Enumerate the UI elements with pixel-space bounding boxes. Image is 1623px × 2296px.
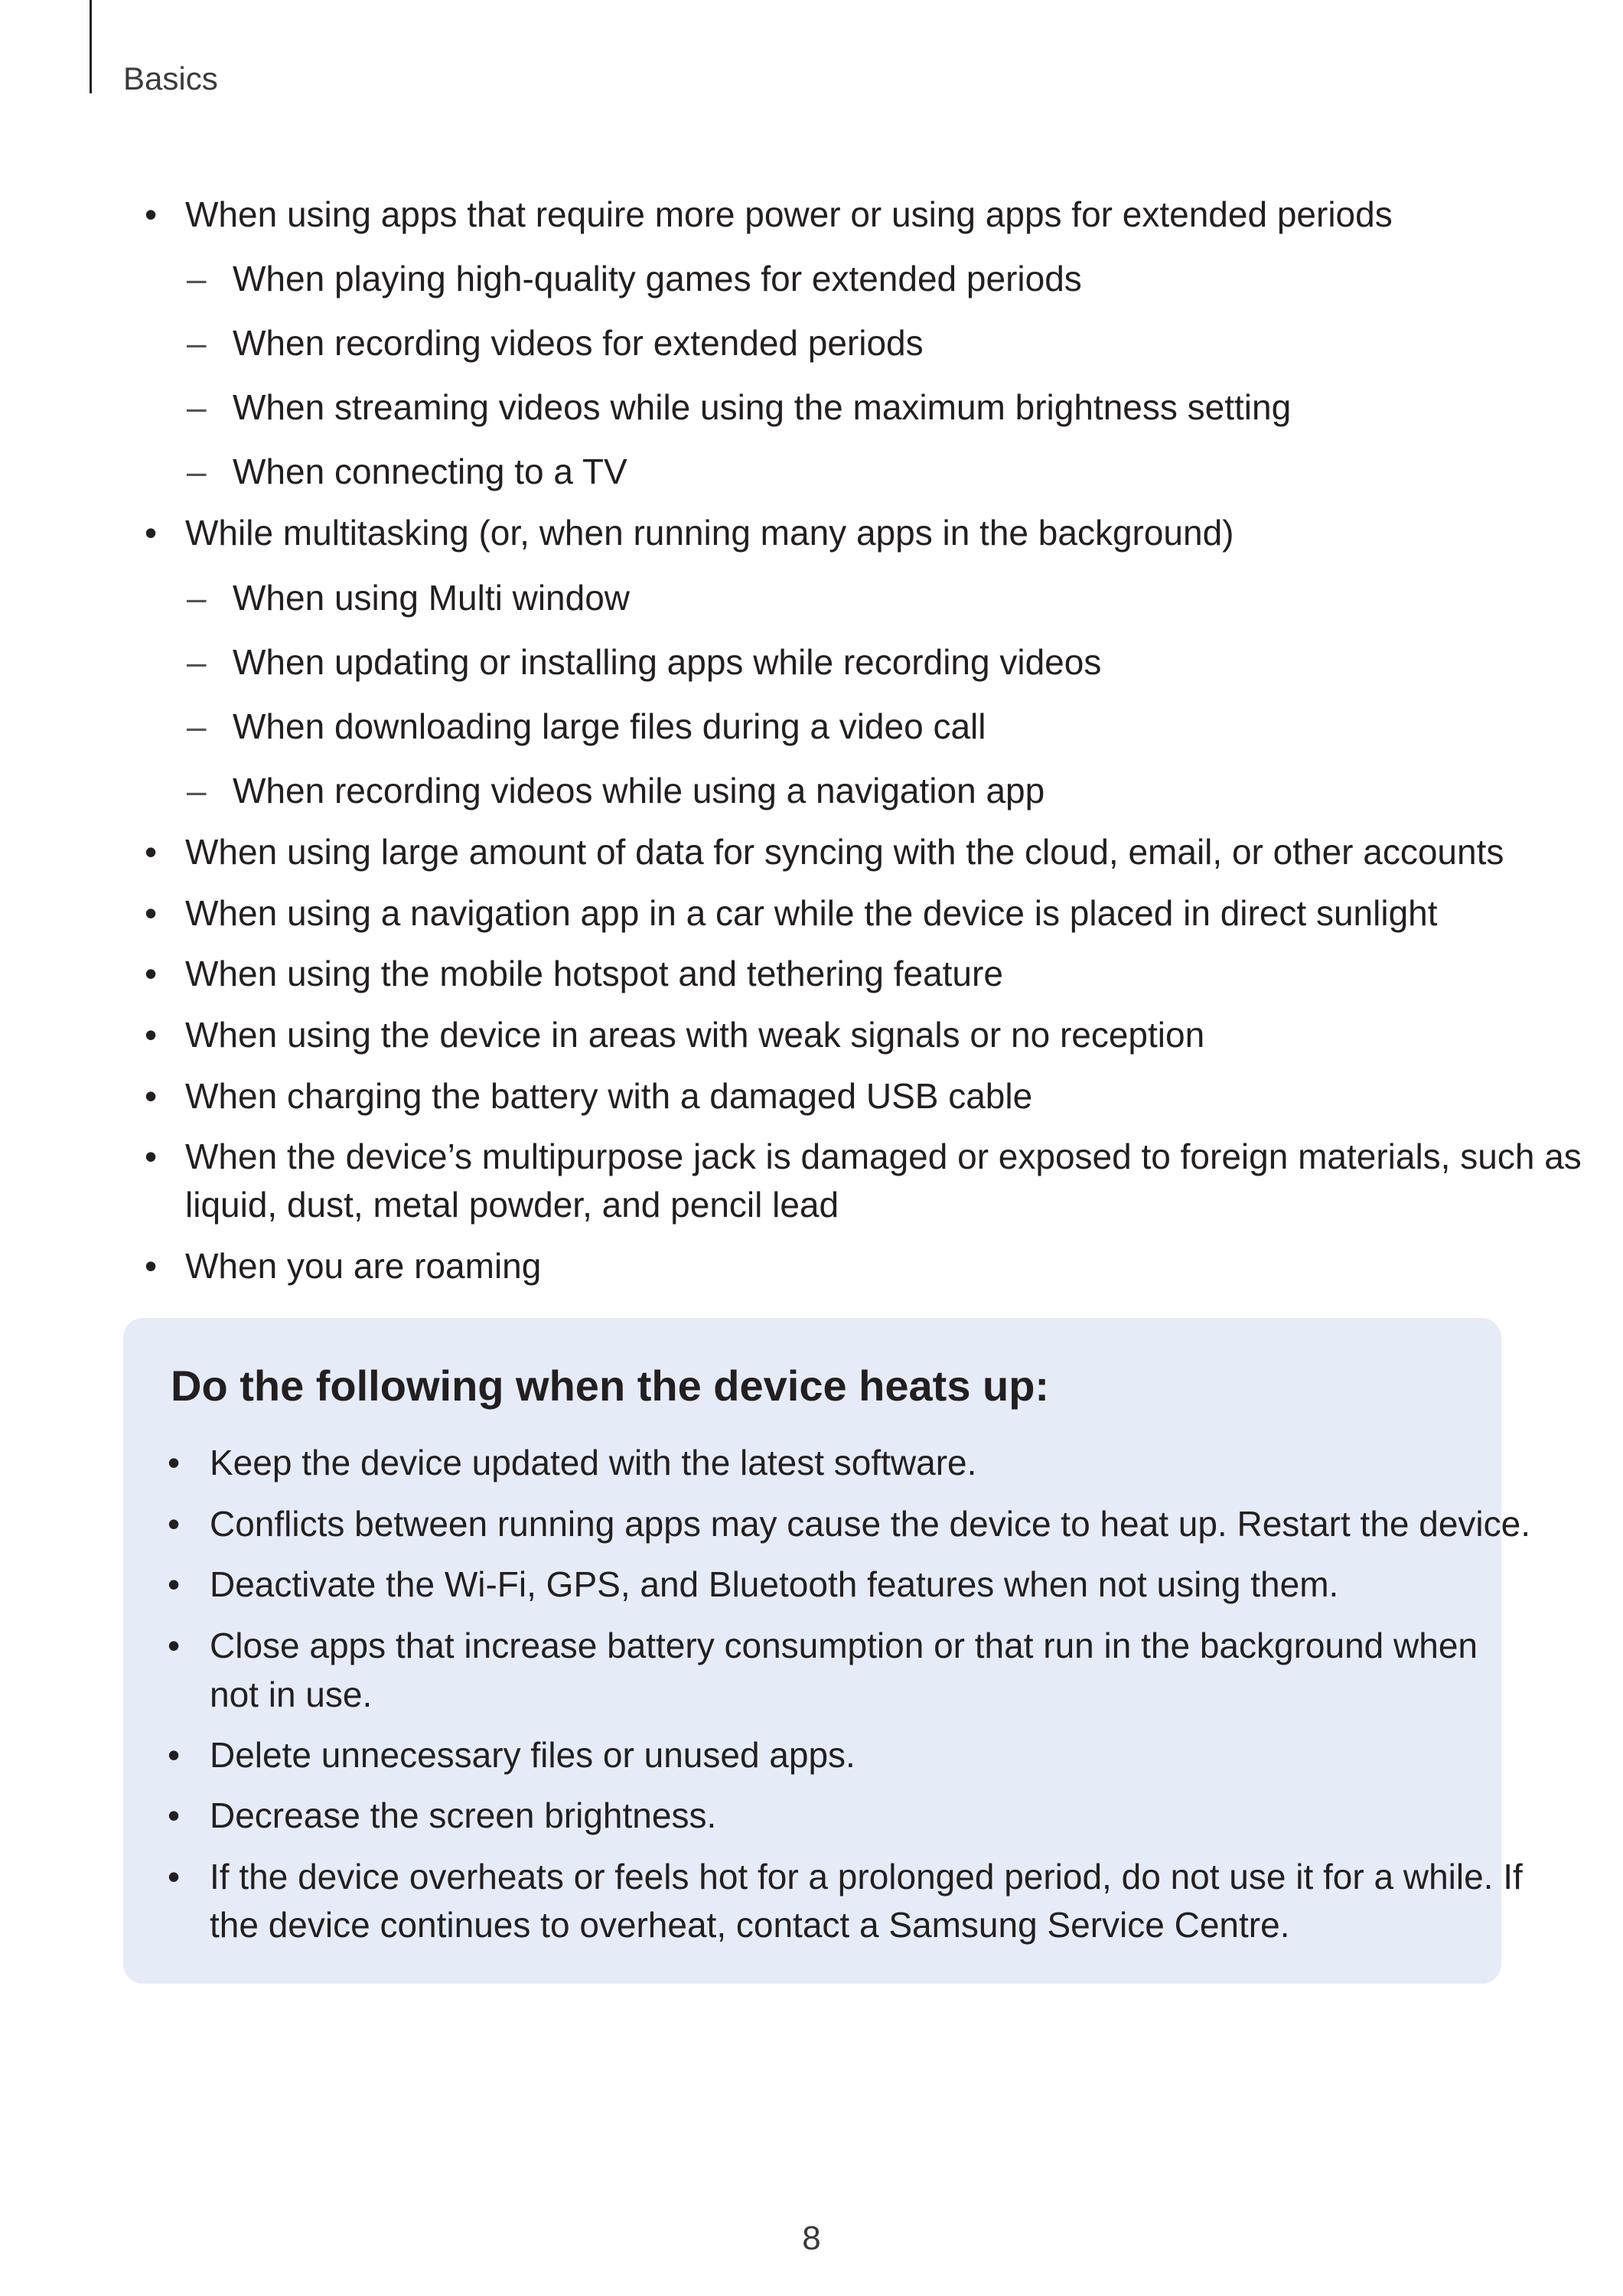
bullet-marker: •	[145, 954, 158, 993]
bullet-item: When using apps that require more power or using apps for extended periods	[185, 194, 1393, 234]
dash-marker: –	[187, 259, 207, 298]
bullet-marker: •	[168, 1795, 181, 1835]
dash-marker: –	[187, 578, 207, 618]
bullet-item: When using the mobile hotspot and tethering feature	[185, 954, 1003, 993]
tip-box-title: Do the following when the device heats up:	[171, 1362, 1050, 1410]
bullet-marker: •	[168, 1626, 181, 1665]
bullet-marker: •	[168, 1564, 181, 1604]
tip-item-line: not in use.	[210, 1675, 373, 1714]
sub-item: When recording videos for extended periods	[233, 323, 924, 363]
bullet-item: When you are roaming	[185, 1246, 542, 1286]
bullet-marker: •	[145, 513, 158, 553]
dash-marker: –	[187, 452, 207, 491]
bullet-marker: •	[168, 1857, 181, 1896]
bullet-marker: •	[145, 832, 158, 872]
bullet-item-line: liquid, dust, metal powder, and pencil lead	[185, 1185, 839, 1225]
bullet-item: When using a navigation app in a car while the device is placed in direct sunlight	[185, 893, 1438, 933]
bullet-marker: •	[145, 194, 158, 234]
dash-marker: –	[187, 323, 207, 363]
bullet-item-line: When the device’s multipurpose jack is damaged or exposed to foreign materials, such as	[185, 1137, 1582, 1176]
sub-item: When downloading large files during a video call	[233, 706, 986, 746]
bullet-marker: •	[145, 1246, 158, 1286]
bullet-marker: •	[145, 1076, 158, 1116]
sub-item: When recording videos while using a navigation app	[233, 771, 1045, 810]
tip-item: Keep the device updated with the latest software.	[210, 1443, 977, 1482]
dash-marker: –	[187, 387, 207, 427]
tip-item-line: the device continues to overheat, contact a Samsung Service Centre.	[210, 1905, 1290, 1945]
bullet-item: When charging the battery with a damaged USB cable	[185, 1076, 1033, 1116]
sub-item: When streaming videos while using the maximum brightness setting	[233, 387, 1292, 427]
bullet-item: When using the device in areas with weak signals or no reception	[185, 1015, 1205, 1055]
bullet-item: While multitasking (or, when running many apps in the background)	[185, 513, 1234, 553]
tip-item: Delete unnecessary files or unused apps.	[210, 1735, 855, 1775]
bullet-marker: •	[145, 1137, 158, 1176]
bullet-marker: •	[145, 893, 158, 933]
bullet-marker: •	[168, 1735, 181, 1775]
sub-item: When using Multi window	[233, 578, 631, 618]
tip-item: Conflicts between running apps may cause the device to heat up. Restart the device.	[210, 1504, 1531, 1544]
sub-item: When updating or installing apps while recording videos	[233, 642, 1102, 682]
tip-item: Decrease the screen brightness.	[210, 1795, 717, 1835]
tip-item-line: If the device overheats or feels hot for a prolonged period, do not use it for a while. If	[210, 1857, 1523, 1896]
bullet-marker: •	[145, 1015, 158, 1055]
tip-item: Deactivate the Wi-Fi, GPS, and Bluetooth features when not using them.	[210, 1564, 1339, 1604]
sub-item: When connecting to a TV	[233, 452, 627, 491]
bullet-item: When using large amount of data for syncing with the cloud, email, or other accounts	[185, 832, 1504, 872]
dash-marker: –	[187, 642, 207, 682]
bullet-marker: •	[168, 1443, 181, 1482]
section-label: Basics	[123, 60, 218, 96]
dash-marker: –	[187, 771, 207, 810]
bullet-marker: •	[168, 1504, 181, 1544]
tip-item-line: Close apps that increase battery consumption or that run in the background when	[210, 1626, 1478, 1665]
dash-marker: –	[187, 706, 207, 746]
page-number: 8	[802, 2219, 821, 2257]
sub-item: When playing high-quality games for extended periods	[233, 259, 1082, 298]
